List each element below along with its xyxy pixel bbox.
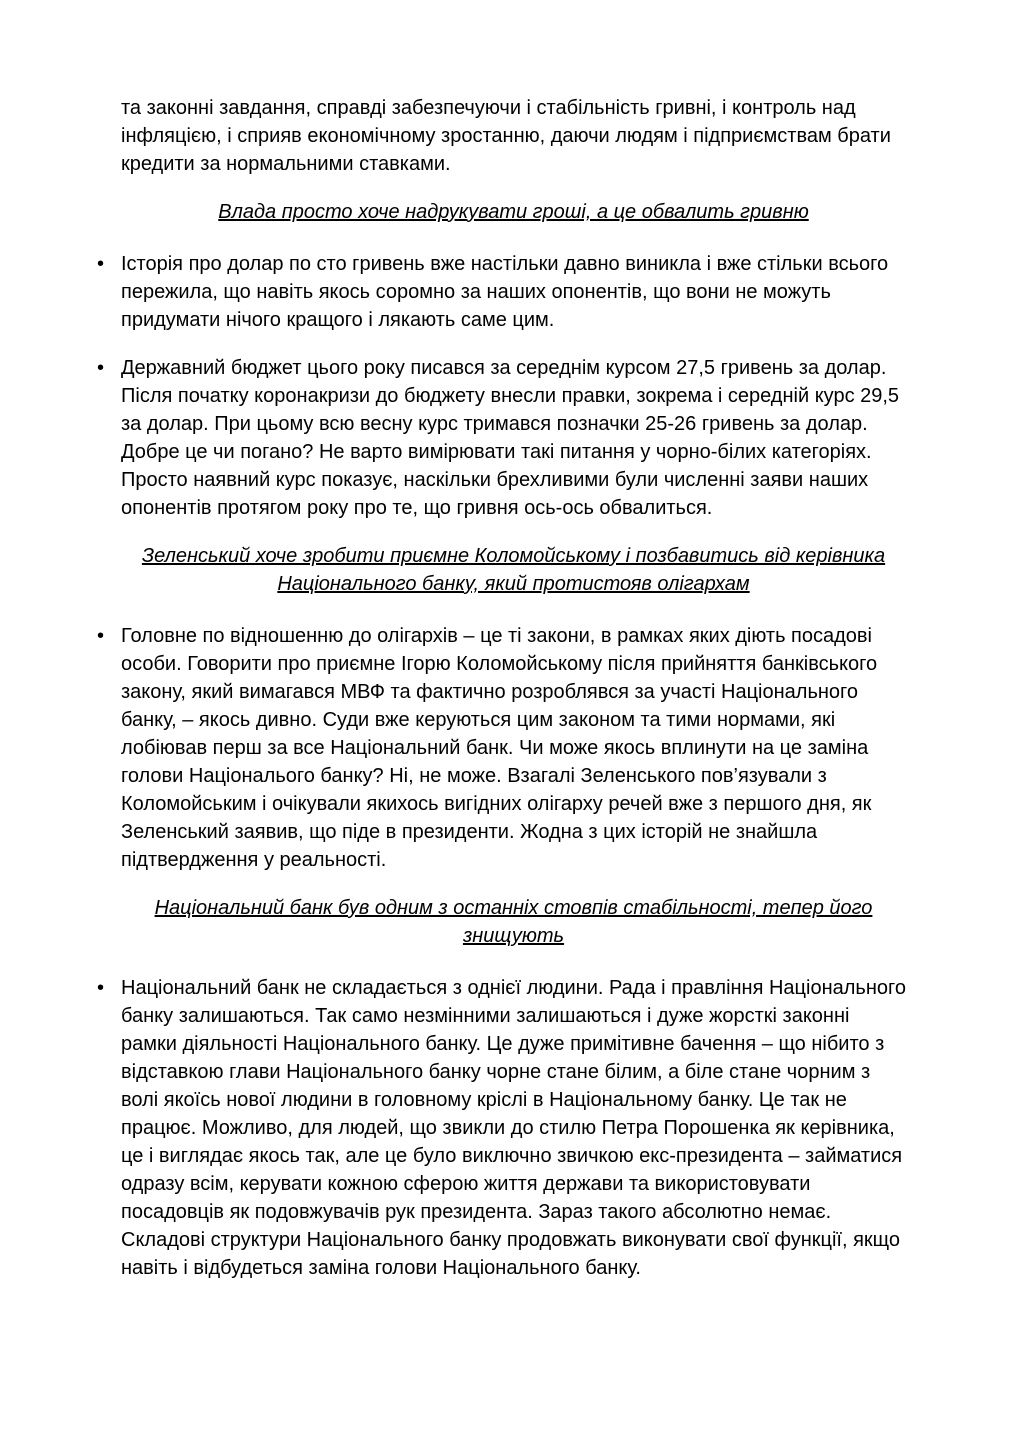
bullet-text: Історія про долар по сто гривень вже настільки давно виникла і вже стільки всього пережила, що навіть якось соромно за наших опонентів, що вони не можуть придумати нічого кращого і лякають саме цим. bbox=[121, 253, 889, 331]
bullet-marker: • bbox=[97, 253, 105, 275]
bullet-list-3 bbox=[97, 974, 906, 1282]
bullet-text: Державний бюджет цього року писався за середнім курсом 27,5 гривень за долар. Після початку коронакризи до бюджету внесли правки, зокрема і середній курс 29,5 за долар. При цьому всю весну курс тримався позначки 25-26 гривень за долар. Добре це чи погано? Не варто вимірювати такі питання у чорно-білих категоріях. Просто наявний курс показує, наскільки брехливими були численні заяви наших опонентів протягом року про те, що гривня ось-ось обвалиться. bbox=[121, 357, 900, 519]
bullet-text: Національний банк не складається з однієї людини. Рада і правління Національного банку залишаються. Так само незмінними залишаються і дуже жорсткі законні рамки діяльності Національного банку. Це дуже примітивне бачення – що нібито з відставкою глави Національного банку чорне стане білим, а біле стане чорним з волі якоїсь нової людини в головному кріслі в Національному банку. Це так не працює. Можливо, для людей, що звикли до стилю Петра Порошенка як керівника, це і виглядає якось так, але це було виключно звичкою екс-президента – займатися одразу всім, керувати кожною сферою життя держави та використовувати посадовців як подовжувачів рук президента. Зараз такого абсолютно немає. Складові структури Національного банку продовжать виконувати свої функції, якщо навіть і відбудеться заміна голови Національного банку. bbox=[121, 977, 906, 1279]
section-heading-print-money: Влада просто хоче надрукувати гроші, а це обвалить гривню bbox=[218, 201, 809, 223]
bullet-item-oligarchs-laws bbox=[97, 622, 906, 874]
section-heading-national-bank-pillar: Національний банк був одним з останніх стовпів стабільності, тепер його знищують bbox=[154, 897, 873, 947]
bullet-item-state-budget bbox=[97, 354, 906, 522]
bullet-item-dollar-100 bbox=[97, 250, 906, 334]
bullet-text: Головне по відношенню до олігархів – це ті закони, в рамках яких діють посадові особи. Говорити про приємне Ігорю Коломойському після прийняття банківського закону, який вимагався МВФ та фактично розроблявся за участі Національного банку, – якось дивно. Суди вже керуються цим законом та тими нормами, які лобіював перш за все Національний банк. Чи може якось вплинути на це заміна голови Національого банку? Ні, не може. Взагалі Зеленського пов’язували з Коломойським і очікували якихось вигідних олігарху речей вже з першого дня, як Зеленський заявив, що піде в президенти. Жодна з цих історій не знайшла підтвердження у реальності. bbox=[121, 625, 878, 871]
bullet-list-1 bbox=[97, 250, 906, 522]
bullet-marker: • bbox=[97, 625, 105, 647]
bullet-marker: • bbox=[97, 977, 105, 999]
bullet-list-2 bbox=[97, 622, 906, 874]
bullet-marker: • bbox=[97, 357, 105, 379]
bullet-item-bank-not-one-person bbox=[97, 974, 906, 1282]
section-heading-zelensky-kolomoisky: Зеленський хоче зробити приємне Коломойському і позбавитись від керівника Національного банку, який протистояв олігархам bbox=[141, 545, 886, 595]
intro-paragraph: та законні завдання, справді забезпечуючи і стабільність гривні, і контроль над інфляцією, і сприяв економічному зростанню, даючи людям і підприємствам брати кредити за нормальними ставками. bbox=[121, 97, 891, 175]
